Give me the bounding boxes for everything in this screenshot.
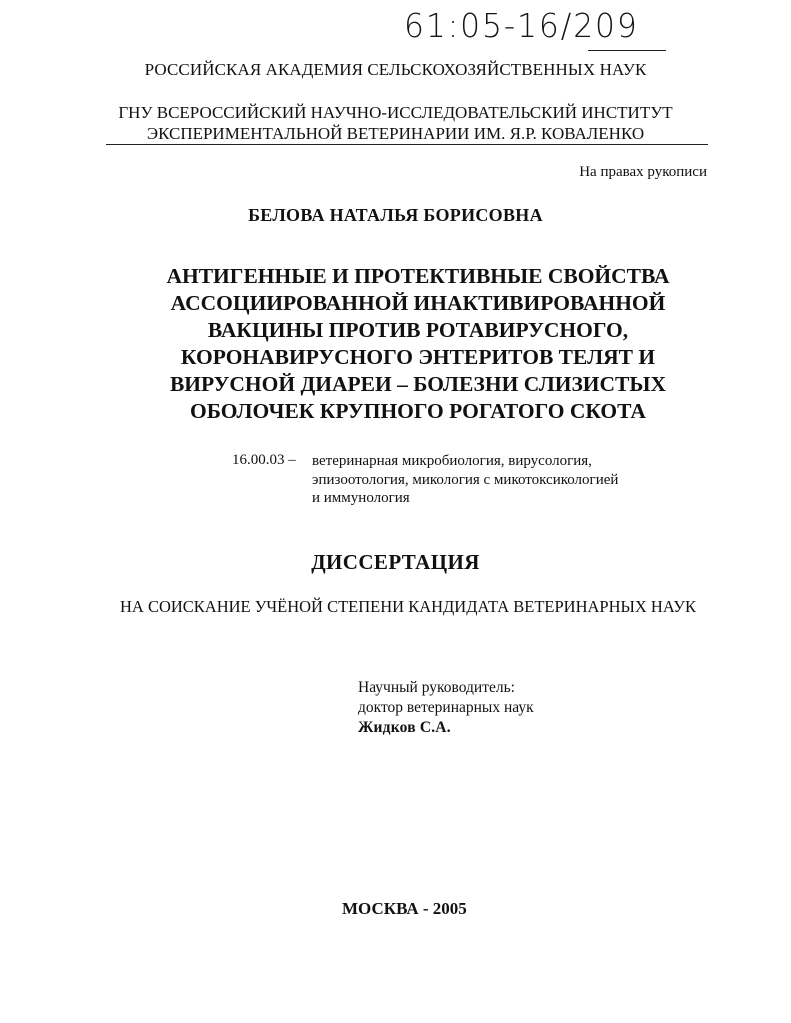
title-line: ОБОЛОЧЕК КРУПНОГО РОГАТОГО СКОТА — [190, 399, 646, 423]
handwritten-underline — [588, 50, 666, 51]
rights-note: На правах рукописи — [579, 164, 707, 180]
work-type-heading: ДИССЕРТАЦИЯ — [311, 550, 480, 574]
supervisor-block — [358, 678, 534, 738]
specialty-line: и иммунология — [312, 490, 410, 506]
dissertation-title — [78, 263, 758, 425]
supervisor-degree: доктор ветеринарных наук — [358, 699, 534, 716]
institute-divider — [106, 144, 708, 145]
supervisor-label: Научный руководитель: — [358, 679, 515, 696]
institute-name — [0, 102, 791, 144]
supervisor-name: Жидков С.А. — [358, 719, 451, 736]
title-line: АССОЦИИРОВАННОЙ ИНАКТИВИРОВАННОЙ — [170, 291, 666, 315]
academy-name: РОССИЙСКАЯ АКАДЕМИЯ СЕЛЬСКОХОЗЯЙСТВЕННЫХ НАУК — [144, 60, 647, 79]
title-line: ВИРУСНОЙ ДИАРЕИ – БОЛЕЗНИ СЛИЗИСТЫХ — [169, 372, 667, 396]
institute-line-2: ЭКСПЕРИМЕНТАЛЬНОЙ ВЕТЕРИНАРИИ ИМ. Я.Р. КОВАЛЕНКО — [146, 124, 645, 143]
institute-line-1: ГНУ ВСЕРОССИЙСКИЙ НАУЧНО-ИССЛЕДОВАТЕЛЬСКИЙ ИНСТИТУТ — [118, 103, 673, 122]
city-year: МОСКВА - 2005 — [342, 899, 467, 918]
author-name: БЕЛОВА НАТАЛЬЯ БОРИСОВНА — [248, 205, 543, 225]
specialty-description — [312, 452, 618, 508]
title-line: АНТИГЕННЫЕ И ПРОТЕКТИВНЫЕ СВОЙСТВА — [166, 264, 670, 288]
degree-statement: НА СОИСКАНИЕ УЧЁНОЙ СТЕПЕНИ КАНДИДАТА ВЕТЕРИНАРНЫХ НАУК — [119, 597, 696, 616]
handwritten-catalog-code: 61:05-16/209 — [404, 6, 639, 45]
title-line: КОРОНАВИРУСНОГО ЭНТЕРИТОВ ТЕЛЯТ И — [180, 345, 656, 369]
specialty-code: 16.00.03 – — [232, 452, 296, 468]
title-line: ВАКЦИНЫ ПРОТИВ РОТАВИРУСНОГО, — [207, 318, 629, 342]
specialty-line: ветеринарная микробиология, вирусология, — [312, 453, 592, 469]
specialty-line: эпизоотология, микология с микотоксикологией — [312, 471, 619, 488]
